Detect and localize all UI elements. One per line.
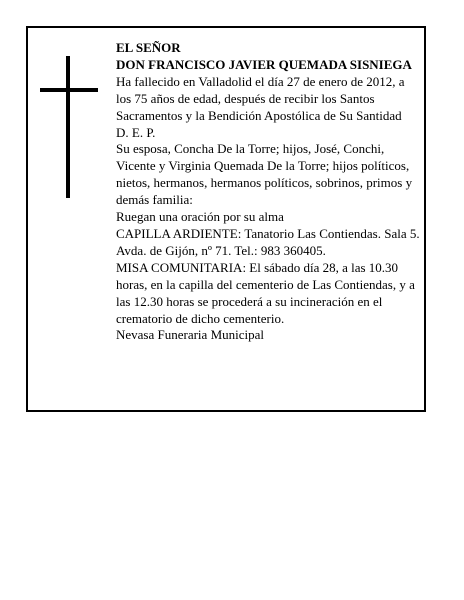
cross-icon: [40, 56, 100, 198]
prayer-request: Ruegan una oración por su alma: [116, 209, 284, 225]
notice-text: [116, 40, 422, 344]
funeral-home: Nevasa Funeraria Municipal: [116, 327, 265, 343]
deceased-title: EL SEÑOR: [116, 40, 181, 55]
rip-line: D. E. P.: [116, 124, 156, 140]
family-list: Su esposa, Concha De la Torre; hijos, José, Conchi, Vicente y Virginia Quemada De la Torre; hijos políticos, nietos, hermanos, hermanos políticos, sobrinos, primos y demás familia:: [116, 141, 413, 208]
chapel-details: CAPILLA ARDIENTE: Tanatorio Las Contiendas. Sala 5. Avda. de Gijón, nº 71. Tel.: 983 360405.: [116, 225, 420, 258]
death-announcement: Ha fallecido en Valladolid el día 27 de enero de 2012, a los 75 años de edad, después de recibir los Santos Sacramentos y la Bendición Apostólica de Su Santidad: [116, 73, 405, 123]
cross-vertical-bar: [66, 56, 70, 198]
obituary-notice: [26, 26, 426, 412]
deceased-name: DON FRANCISCO JAVIER QUEMADA SISNIEGA: [116, 56, 412, 72]
cross-horizontal-bar: [40, 88, 98, 92]
mass-details: MISA COMUNITARIA: El sábado día 28, a las 10.30 horas, en la capilla del cementerio de Las Contiendas, y a las 12.30 horas se procederá a su incineración en el crematorio de dicho cementerio.: [116, 259, 415, 326]
